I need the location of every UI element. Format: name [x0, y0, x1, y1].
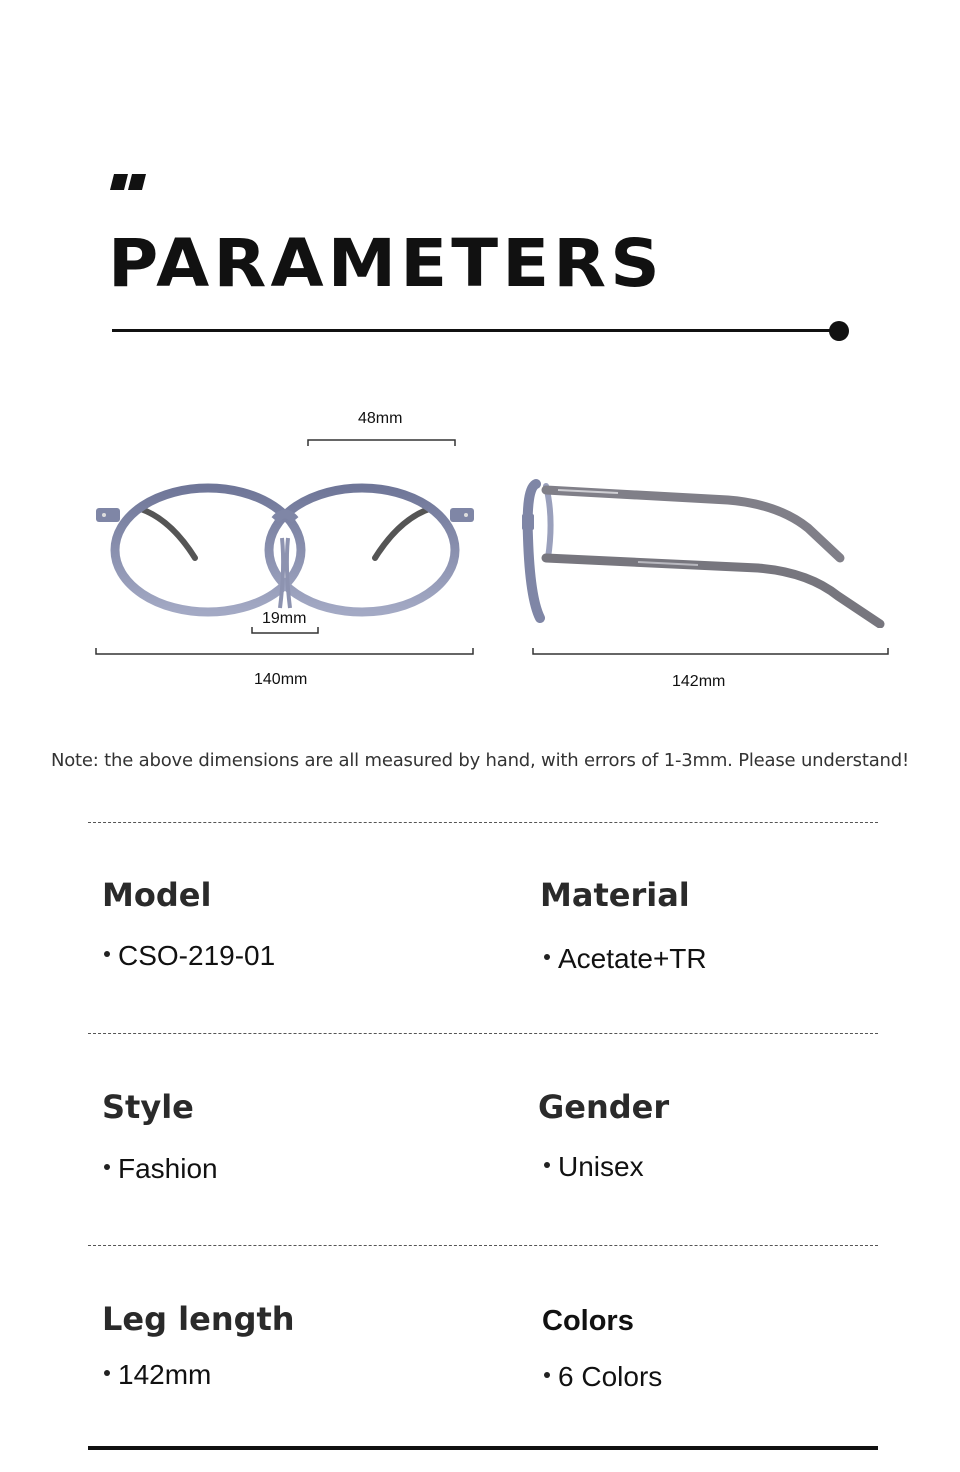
spec-value-colors: 6 Colors: [544, 1361, 662, 1393]
lens-width-label: 48mm: [358, 410, 403, 427]
spec-value-leg-length: 142mm: [104, 1359, 211, 1391]
bottom-divider: [88, 1446, 878, 1450]
bridge-width-label: 19mm: [262, 610, 307, 627]
spec-label-model: Model: [102, 876, 212, 914]
spec-value-gender: Unisex: [544, 1151, 644, 1183]
temple-length-label: 142mm: [672, 673, 726, 690]
spec-label-material: Material: [540, 876, 690, 914]
spec-value-style: Fashion: [104, 1153, 218, 1185]
bullet-icon: [104, 951, 110, 957]
spec-label-colors: Colors: [542, 1305, 634, 1337]
frame-width-label: 140mm: [254, 671, 308, 688]
spec-label-style: Style: [102, 1088, 194, 1126]
bullet-icon: [544, 1372, 550, 1378]
bullet-icon: [544, 1162, 550, 1168]
separator-1: [88, 822, 878, 823]
bullet-icon: [544, 954, 550, 960]
glasses-front-illustration: [90, 478, 480, 628]
separator-3: [88, 1245, 878, 1246]
spec-value-model: CSO-219-01: [104, 940, 275, 972]
page-title: PARAMETERS: [108, 225, 664, 302]
spec-label-gender: Gender: [538, 1088, 670, 1126]
glasses-side-illustration: [518, 478, 890, 628]
spec-value-material: Acetate+TR: [544, 943, 707, 975]
spec-label-leg-length: Leg length: [102, 1300, 295, 1338]
measurement-note: Note: the above dimensions are all measured by hand, with errors of 1-3mm. Please understand!: [50, 750, 909, 771]
separator-2: [88, 1033, 878, 1034]
bullet-icon: [104, 1370, 110, 1376]
bullet-icon: [104, 1164, 110, 1170]
